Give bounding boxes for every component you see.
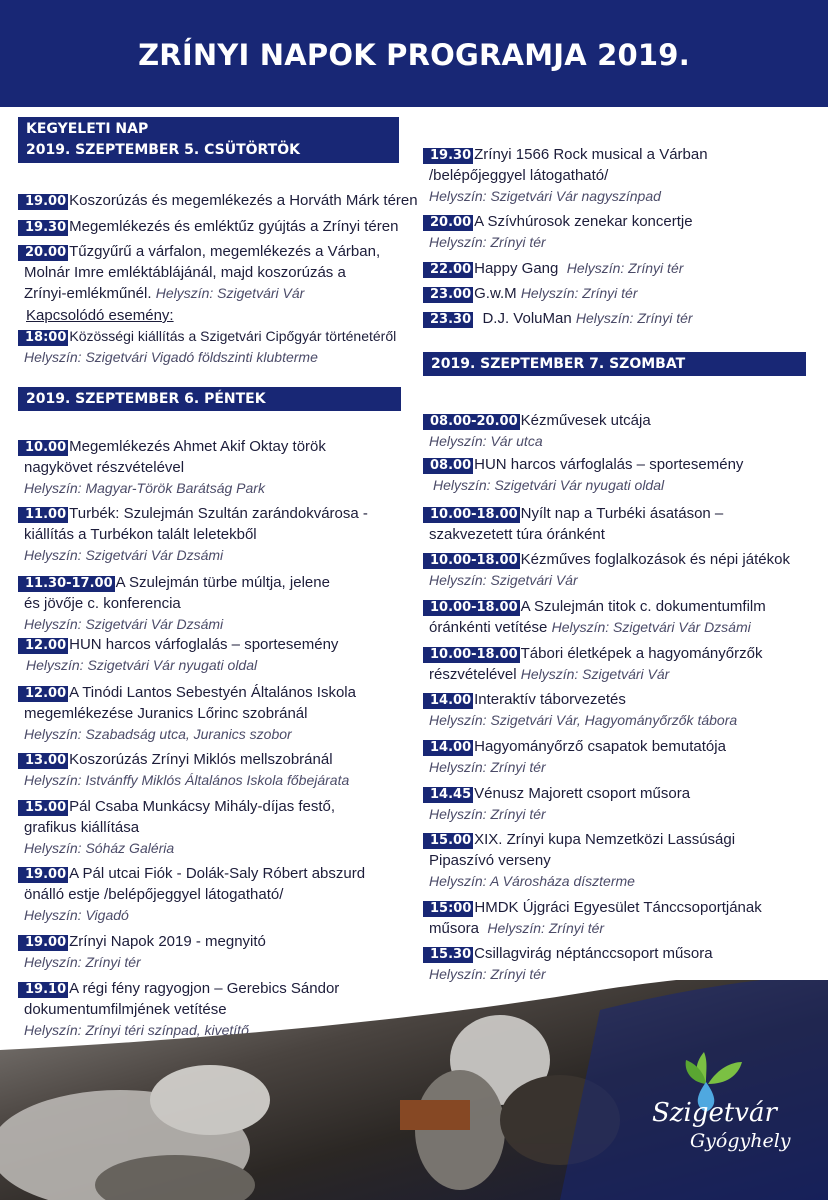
event-title: Koszorúzás Zrínyi Miklós mellszobránál — [69, 751, 333, 768]
event-d3-4 — [423, 549, 790, 591]
linked-event-label: Kapcsolódó esemény: — [26, 307, 174, 324]
event-d3-11 — [423, 897, 762, 939]
event-d3-9 — [423, 783, 690, 825]
event-title: Happy Gang — [474, 260, 559, 277]
event-title: XIX. Zrínyi kupa Nemzetközi Lassúsági — [474, 831, 736, 848]
event-title: Kézművesek utcája — [520, 412, 651, 429]
event-title-cont: kiállítás a Turbékon talált leletekből — [24, 526, 257, 543]
event-time: 11.30-17.00 — [18, 576, 115, 592]
event-time: 11.00 — [18, 507, 68, 523]
event-title-cont: óránkénti vetítése — [429, 619, 548, 636]
day3-heading: 2019. SZEPTEMBER 7. SZOMBAT — [423, 352, 806, 376]
event-location: Helyszín: Szigetvári Vár Dzsámi — [551, 619, 751, 635]
event-time: 23.30 — [423, 312, 473, 328]
event-title-cont: önálló estje /belépőjeggyel látogatható/ — [24, 886, 284, 903]
event-title: A Szulejmán titok c. dokumentumfilm — [520, 598, 766, 615]
event-location: Helyszín: Zrínyi téri színpad, kivetítő — [24, 1022, 249, 1038]
event-time: 10.00-18.00 — [423, 647, 520, 663]
event-time: 13.00 — [18, 753, 68, 769]
event-d2-3 — [18, 572, 330, 635]
event-time: 15.30 — [423, 947, 473, 963]
event-time: 15:00 — [423, 901, 473, 917]
event-time: 18:00 — [18, 330, 68, 346]
event-d2-r1 — [423, 144, 708, 207]
day2-heading: 2019. SZEPTEMBER 6. PÉNTEK — [18, 387, 401, 411]
page-title: ZRÍNYI NAPOK PROGRAMJA 2019. — [138, 38, 690, 72]
event-title: Vénusz Majorett csoport műsora — [474, 785, 691, 802]
event-time: 19.00 — [18, 935, 68, 951]
event-location: Helyszín: Szigetvári Vár — [155, 285, 305, 301]
event-d3-10 — [423, 829, 735, 892]
event-d3-5 — [423, 596, 766, 638]
event-location: Helyszín: Szigetvári Vár — [520, 666, 670, 682]
event-time: 14.45 — [423, 787, 473, 803]
event-time: 19.30 — [423, 148, 473, 164]
event-d2-r2 — [423, 211, 693, 253]
event-title: Kézműves foglalkozások és népi játékok — [520, 551, 790, 568]
event-title: A régi fény ragyogjon – Gerebics Sándor — [69, 980, 340, 997]
event-title: Zrínyi 1566 Rock musical a Várban — [474, 146, 708, 163]
event-location: Helyszín: Szigetvári Vár — [429, 572, 578, 588]
event-title: Nyílt nap a Turbéki ásatáson – — [520, 505, 724, 522]
event-time: 08.00-20.00 — [423, 414, 520, 430]
event-d2-r4 — [423, 283, 638, 304]
event-location: Helyszín: Zrínyi tér — [429, 806, 546, 822]
event-d2-7 — [18, 796, 335, 859]
event-d2-6 — [18, 749, 349, 791]
event-location: Helyszín: Zrínyi tér — [520, 285, 638, 301]
event-d2-r3 — [423, 258, 683, 279]
logo-text-line2: Gyógyhely — [690, 1130, 791, 1152]
event-location: Helyszín: Zrínyi tér — [566, 260, 684, 276]
event-location: Helyszín: A Városháza díszterme — [429, 873, 635, 889]
event-d2-2 — [18, 503, 368, 566]
event-title: Pál Csaba Munkácsy Mihály-díjas festő, — [69, 798, 336, 815]
event-title: D.J. VoluMan — [482, 310, 572, 327]
event-time: 19.00 — [18, 194, 68, 210]
event-location: Helyszín: Zrínyi tér — [429, 966, 546, 982]
event-title: Közösségi kiállítás a Szigetvári Cipőgyár történetéről — [69, 328, 397, 344]
event-time: 19.30 — [18, 220, 68, 236]
event-d2-8 — [18, 863, 365, 926]
event-title: G.w.M — [474, 285, 517, 302]
event-location: Helyszín: Vár utca — [429, 433, 543, 449]
event-d2-9 — [18, 931, 266, 973]
event-d3-1 — [423, 410, 651, 452]
event-d1-2 — [18, 216, 398, 237]
event-title-cont: szakvezetett túra óránként — [429, 526, 605, 543]
event-title-cont: megemlékezése Juranics Lőrinc szobránál — [24, 705, 308, 722]
event-time: 08.00 — [423, 458, 473, 474]
event-title: A Szulejmán türbe múltja, jelene — [115, 574, 330, 591]
event-title: Interaktív táborvezetés — [474, 691, 626, 708]
event-location: Helyszín: Szigetvári Vár Dzsámi — [24, 547, 224, 563]
event-time: 20.00 — [423, 215, 473, 231]
event-time: 10.00-18.00 — [423, 600, 520, 616]
event-title: A Szívhúrosok zenekar koncertje — [474, 213, 693, 230]
day1-heading-line2: 2019. SZEPTEMBER 5. CSÜTÖRTÖK — [26, 142, 300, 158]
event-d2-4 — [18, 634, 338, 676]
event-title-cont: /belépőjeggyel látogatható/ — [429, 167, 609, 184]
event-title: Tűzgyűrű a várfalon, megemlékezés a Várban, — [69, 243, 381, 260]
event-title: Koszorúzás és megemlékezés a Horváth Márk téren — [69, 192, 418, 209]
event-title: Csillagvirág néptánccsoport műsora — [474, 945, 713, 962]
event-d3-3 — [423, 503, 723, 545]
event-title-cont: Pipaszívó verseny — [429, 852, 551, 869]
event-d3-7 — [423, 689, 737, 731]
event-title-cont: dokumentumfilmjének vetítése — [24, 1001, 227, 1018]
event-location: Helyszín: Szigetvári Vár nagyszínpad — [429, 188, 661, 204]
event-location: Helyszín: Szigetvári Vár nyugati oldal — [26, 657, 258, 673]
event-time: 12.00 — [18, 686, 68, 702]
event-title-cont: Molnár Imre emléktáblájánál, majd koszorúzás a — [24, 264, 346, 281]
event-title: Hagyományőrző csapatok bemutatója — [474, 738, 726, 755]
event-location: Helyszín: Szabadság utca, Juranics szobor — [24, 726, 292, 742]
event-d3-2 — [423, 454, 743, 496]
logo-text-line1: Szigetvár — [652, 1098, 777, 1128]
event-title: Megemlékezés Ahmet Akif Oktay török — [69, 438, 326, 455]
event-d2-1 — [18, 436, 326, 499]
event-title-cont: részvételével — [429, 666, 517, 683]
event-location: Helyszín: Szigetvári Vár nyugati oldal — [433, 477, 665, 493]
event-time: 23.00 — [423, 287, 473, 303]
title-banner — [0, 0, 828, 107]
event-time: 12.00 — [18, 638, 68, 654]
event-title: HMDK Újgráci Egyesület Tánccsoportjának — [474, 899, 762, 916]
event-title-cont: nagykövet részvételével — [24, 459, 185, 476]
event-d2-r5 — [423, 308, 693, 329]
event-title: HUN harcos várfoglalás – sportesemény — [474, 456, 744, 473]
event-title-cont: Zrínyi-emlékműnél. — [24, 285, 152, 302]
event-time: 20.00 — [18, 245, 68, 261]
event-time: 19.10 — [18, 982, 68, 998]
event-location: Helyszín: Zrínyi tér — [24, 954, 141, 970]
day1-heading-line1: KEGYELETI NAP — [26, 121, 149, 137]
event-title-cont: műsora — [429, 920, 480, 937]
event-title: Tábori életképek a hagyományőrzők — [520, 645, 763, 662]
event-location: Helyszín: Zrínyi tér — [429, 234, 546, 250]
event-title-cont: és jövője c. konferencia — [24, 595, 181, 612]
event-location: Helyszín: Szigetvári Vigadó földszinti klubterme — [24, 349, 318, 365]
event-time: 10.00-18.00 — [423, 553, 520, 569]
event-location: Helyszín: Zrínyi tér — [429, 759, 546, 775]
event-title: Zrínyi Napok 2019 - megnyitó — [69, 933, 266, 950]
event-time: 19.00 — [18, 867, 68, 883]
event-title-cont: grafikus kiállítása — [24, 819, 140, 836]
event-title: HUN harcos várfoglalás – sportesemény — [69, 636, 339, 653]
event-time: 14.00 — [423, 693, 473, 709]
event-location: Helyszín: Istvánffy Miklós Általános Iskola főbejárata — [24, 772, 350, 788]
event-title: Megemlékezés és emléktűz gyújtás a Zrínyi téren — [69, 218, 399, 235]
day1-heading — [18, 117, 399, 163]
event-time: 15.00 — [423, 833, 473, 849]
event-time: 14.00 — [423, 740, 473, 756]
event-location: Helyszín: Magyar-Török Barátság Park — [24, 480, 265, 496]
event-location: Helyszín: Zrínyi tér — [575, 310, 693, 326]
event-time: 10.00-18.00 — [423, 507, 520, 523]
event-d3-8 — [423, 736, 726, 778]
event-location: Helyszín: Szigetvári Vár, Hagyományőrzők tábora — [429, 712, 738, 728]
event-time: 10.00 — [18, 440, 68, 456]
event-title: Turbék: Szulejmán Szultán zarándokvárosa - — [69, 505, 368, 522]
event-location: Helyszín: Zrínyi tér — [487, 920, 605, 936]
event-title: A Tinódi Lantos Sebestyén Általános Iskola — [69, 684, 356, 701]
event-d1-3 — [18, 241, 380, 304]
event-d2-5 — [18, 682, 356, 745]
event-d1-4 — [18, 326, 396, 368]
event-d1-1 — [18, 190, 418, 211]
event-location: Helyszín: Sóház Galéria — [24, 840, 175, 856]
event-time: 15.00 — [18, 800, 68, 816]
event-location: Helyszín: Vigadó — [24, 907, 129, 923]
event-location: Helyszín: Szigetvári Vár Dzsámi — [24, 616, 224, 632]
event-d3-12 — [423, 943, 713, 985]
event-title: A Pál utcai Fiók - Dolák-Saly Róbert abszurd — [69, 865, 366, 882]
event-time: 22.00 — [423, 262, 473, 278]
event-d3-6 — [423, 643, 762, 685]
